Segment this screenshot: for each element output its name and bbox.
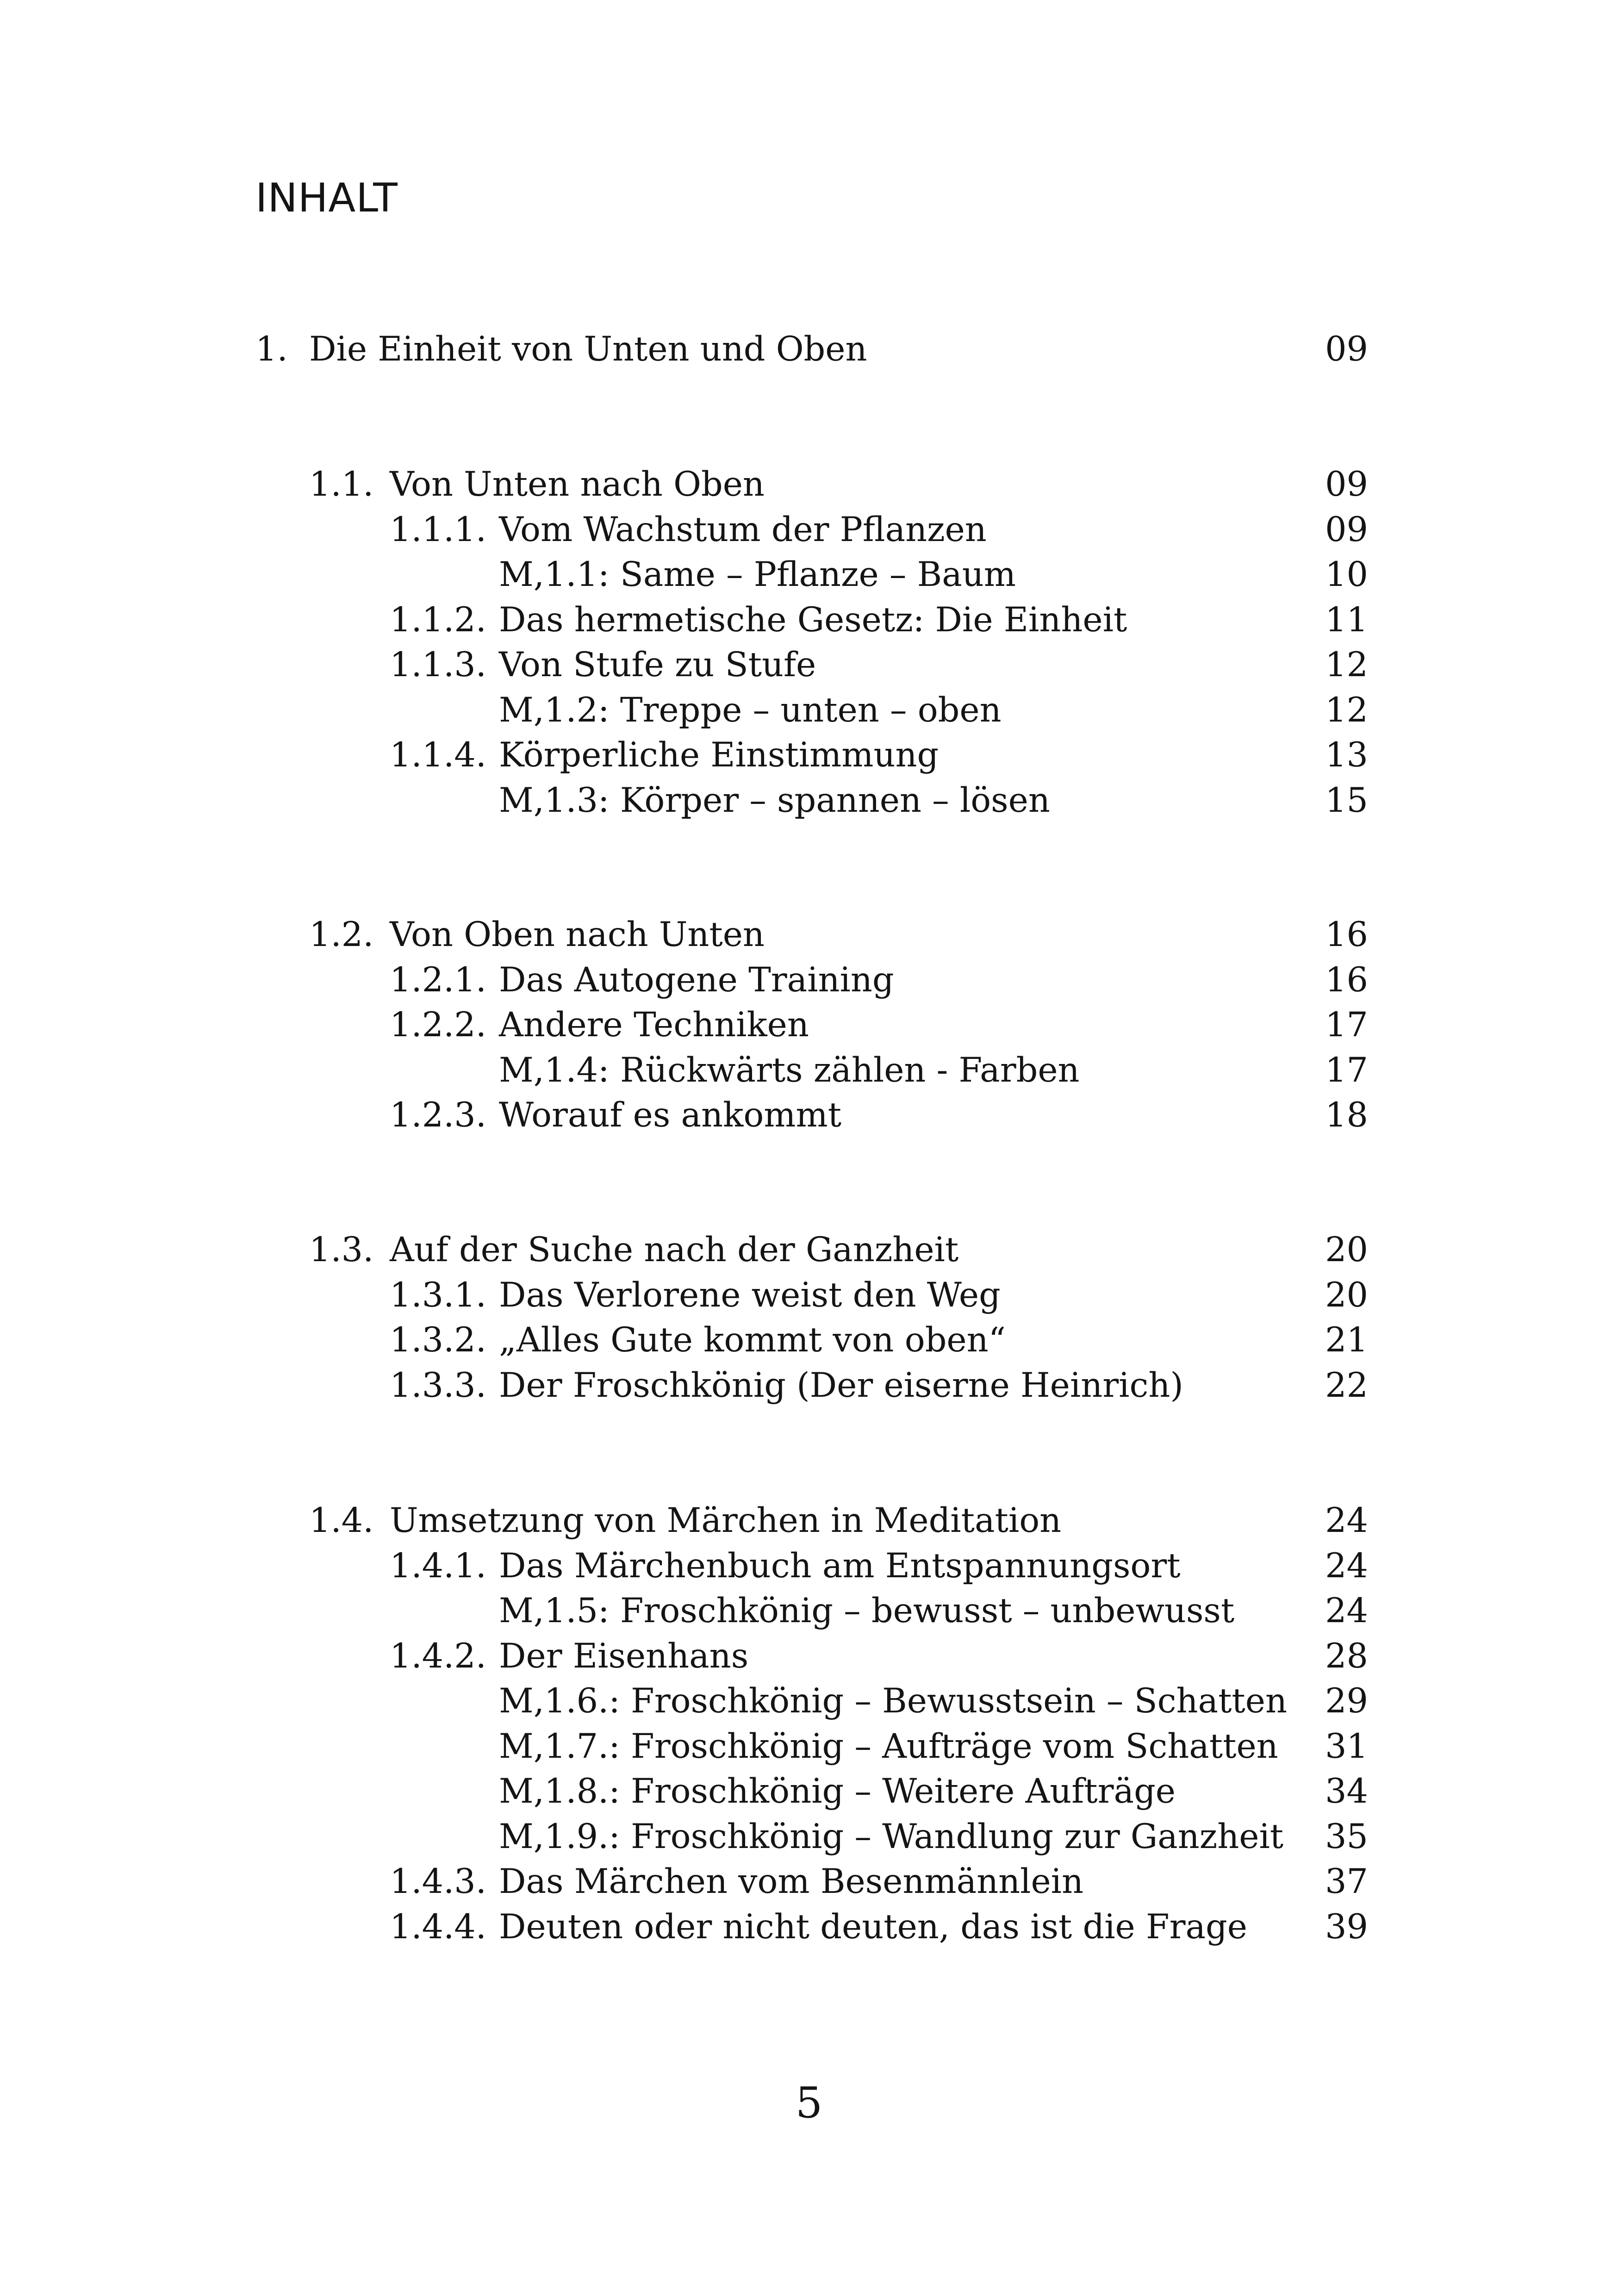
- toc-subsection-title: Von Stufe zu Stufe: [499, 645, 816, 684]
- toc-meditation-row[interactable]: [0, 778, 1618, 823]
- toc-subsection-row[interactable]: [0, 1002, 1618, 1048]
- toc-subsection-number: 1.2.1.: [390, 960, 486, 1000]
- toc-meditation-row[interactable]: [0, 1724, 1618, 1769]
- toc-subsection-number: 1.1.2.: [390, 600, 486, 640]
- toc-entry-page: 24: [1325, 1546, 1368, 1586]
- toc-entry-page: 12: [1325, 691, 1368, 730]
- toc-heading: INHALT: [255, 175, 398, 221]
- toc-section-number: 1.3.: [309, 1230, 374, 1269]
- toc-meditation-title: M,1.3: Körper – spannen – lösen: [499, 781, 1050, 820]
- toc-section-page: 16: [1325, 915, 1368, 954]
- toc-subsection-number: 1.2.2.: [390, 1005, 486, 1045]
- toc-subsection-number: 1.4.4.: [390, 1907, 486, 1947]
- toc-entry-page: 22: [1325, 1366, 1368, 1405]
- toc-entry-page: 34: [1325, 1772, 1368, 1811]
- toc-entry-page: 15: [1325, 781, 1368, 820]
- toc-entry-page: 13: [1325, 735, 1368, 775]
- toc-meditation-title: M,1.5: Froschkönig – bewusst – unbewusst: [499, 1591, 1235, 1630]
- toc-subsection-row[interactable]: [0, 1273, 1618, 1318]
- toc-entry-page: 17: [1325, 1051, 1368, 1090]
- toc-meditation-title: M,1.6.: Froschkönig – Bewusstsein – Schatten: [499, 1681, 1287, 1721]
- toc-section-number: 1.4.: [309, 1501, 374, 1540]
- toc-entry-page: 16: [1325, 960, 1368, 1000]
- toc-entry-page: 37: [1325, 1862, 1368, 1901]
- toc-subsection-number: 1.1.1.: [390, 510, 486, 549]
- toc-subsection-row[interactable]: [0, 1318, 1618, 1363]
- toc-section-number: 1.1.: [309, 465, 374, 504]
- toc-subsection-number: 1.1.3.: [390, 645, 486, 684]
- toc-section-number: 1.2.: [309, 915, 374, 954]
- toc-subsection-title: Das Märchenbuch am Entspannungsort: [499, 1546, 1181, 1586]
- toc-subsection-title: Das Märchen vom Besenmännlein: [499, 1862, 1084, 1901]
- toc-subsection-title: Vom Wachstum der Pflanzen: [499, 510, 987, 549]
- toc-entry-page: 12: [1325, 645, 1368, 684]
- toc-subsection-title: Körperliche Einstimmung: [499, 735, 939, 775]
- toc-entry-page: 10: [1325, 555, 1368, 594]
- toc-subsection-title: Der Froschkönig (Der eiserne Heinrich): [499, 1366, 1183, 1405]
- toc-subsection-row[interactable]: [0, 1093, 1618, 1138]
- toc-subsection-row[interactable]: [0, 1543, 1618, 1589]
- toc-meditation-row[interactable]: [0, 1048, 1618, 1093]
- toc-subsection-title: Der Eisenhans: [499, 1636, 749, 1676]
- toc-entry-page: 29: [1325, 1681, 1368, 1721]
- toc-meditation-title: M,1.2: Treppe – unten – oben: [499, 691, 1002, 730]
- toc-subsection-row[interactable]: [0, 1859, 1618, 1904]
- toc-subsection-title: Deuten oder nicht deuten, das ist die Frage: [499, 1907, 1247, 1947]
- toc-subsection-number: 1.4.3.: [390, 1862, 486, 1901]
- toc-entry-page: 28: [1325, 1636, 1368, 1676]
- toc-meditation-title: M,1.9.: Froschkönig – Wandlung zur Ganzheit: [499, 1817, 1284, 1856]
- toc-section-title: Von Oben nach Unten: [390, 915, 765, 954]
- toc-subsection-title: Das hermetische Gesetz: Die Einheit: [499, 600, 1127, 640]
- toc-subsection-row[interactable]: [0, 642, 1618, 688]
- toc-chapter-title: Die Einheit von Unten und Oben: [309, 330, 867, 369]
- toc-section-row[interactable]: [0, 462, 1618, 507]
- toc-meditation-row[interactable]: [0, 1679, 1618, 1724]
- toc-meditation-title: M,1.4: Rückwärts zählen - Farben: [499, 1051, 1080, 1090]
- toc-subsection-title: „Alles Gute kommt von oben“: [499, 1320, 1006, 1360]
- toc-subsection-title: Andere Techniken: [499, 1005, 809, 1045]
- toc-section-title: Umsetzung von Märchen in Meditation: [390, 1501, 1062, 1540]
- toc-entry-page: 18: [1325, 1095, 1368, 1135]
- toc-entry-page: 35: [1325, 1817, 1368, 1856]
- toc-meditation-row[interactable]: [0, 1814, 1618, 1860]
- toc-subsection-row[interactable]: [0, 1634, 1618, 1679]
- page-number: 5: [795, 2078, 823, 2128]
- toc-subsection-number: 1.2.3.: [390, 1095, 486, 1135]
- toc-section-row[interactable]: [0, 1498, 1618, 1543]
- toc-entry-page: 11: [1325, 600, 1368, 640]
- toc-section-title: Von Unten nach Oben: [390, 465, 765, 504]
- toc-meditation-row[interactable]: [0, 1588, 1618, 1634]
- toc-section-page: 24: [1325, 1501, 1368, 1540]
- toc-subsection-row[interactable]: [0, 597, 1618, 643]
- toc-section-row[interactable]: [0, 1227, 1618, 1273]
- toc-entry-page: 21: [1325, 1320, 1368, 1360]
- toc-subsection-number: 1.3.3.: [390, 1366, 486, 1405]
- toc-subsection-number: 1.1.4.: [390, 735, 486, 775]
- toc-section-page: 20: [1325, 1230, 1368, 1269]
- toc-entry-page: 39: [1325, 1907, 1368, 1947]
- toc-entry-page: 09: [1325, 510, 1368, 549]
- toc-section-page: 09: [1325, 465, 1368, 504]
- toc-entry-page: 17: [1325, 1005, 1368, 1045]
- toc-meditation-row[interactable]: [0, 688, 1618, 733]
- toc-subsection-title: Das Autogene Training: [499, 960, 894, 1000]
- toc-subsection-number: 1.3.1.: [390, 1276, 486, 1315]
- toc-section-title: Auf der Suche nach der Ganzheit: [390, 1230, 959, 1269]
- toc-subsection-row[interactable]: [0, 958, 1618, 1003]
- toc-subsection-row[interactable]: [0, 733, 1618, 778]
- toc-section-row[interactable]: [0, 912, 1618, 958]
- toc-chapter-number: 1.: [255, 330, 288, 369]
- toc-entry-page: 31: [1325, 1727, 1368, 1766]
- toc-subsection-row[interactable]: [0, 507, 1618, 553]
- toc-meditation-title: M,1.8.: Froschkönig – Weitere Aufträge: [499, 1772, 1176, 1811]
- toc-meditation-title: M,1.7.: Froschkönig – Aufträge vom Schatten: [499, 1727, 1278, 1766]
- toc-meditation-row[interactable]: [0, 1769, 1618, 1814]
- toc-subsection-row[interactable]: [0, 1363, 1618, 1408]
- toc-subsection-number: 1.4.2.: [390, 1636, 486, 1676]
- toc-chapter-page: 09: [1325, 330, 1368, 369]
- toc-chapter-row[interactable]: [0, 327, 1618, 372]
- toc-entry-page: 20: [1325, 1276, 1368, 1315]
- toc-meditation-row[interactable]: [0, 552, 1618, 597]
- toc-meditation-title: M,1.1: Same – Pflanze – Baum: [499, 555, 1016, 594]
- toc-subsection-row[interactable]: [0, 1904, 1618, 1950]
- toc-subsection-title: Worauf es ankommt: [499, 1095, 842, 1135]
- toc-subsection-number: 1.4.1.: [390, 1546, 486, 1586]
- toc-subsection-title: Das Verlorene weist den Weg: [499, 1276, 1001, 1315]
- toc-subsection-number: 1.3.2.: [390, 1320, 486, 1360]
- toc-entry-page: 24: [1325, 1591, 1368, 1630]
